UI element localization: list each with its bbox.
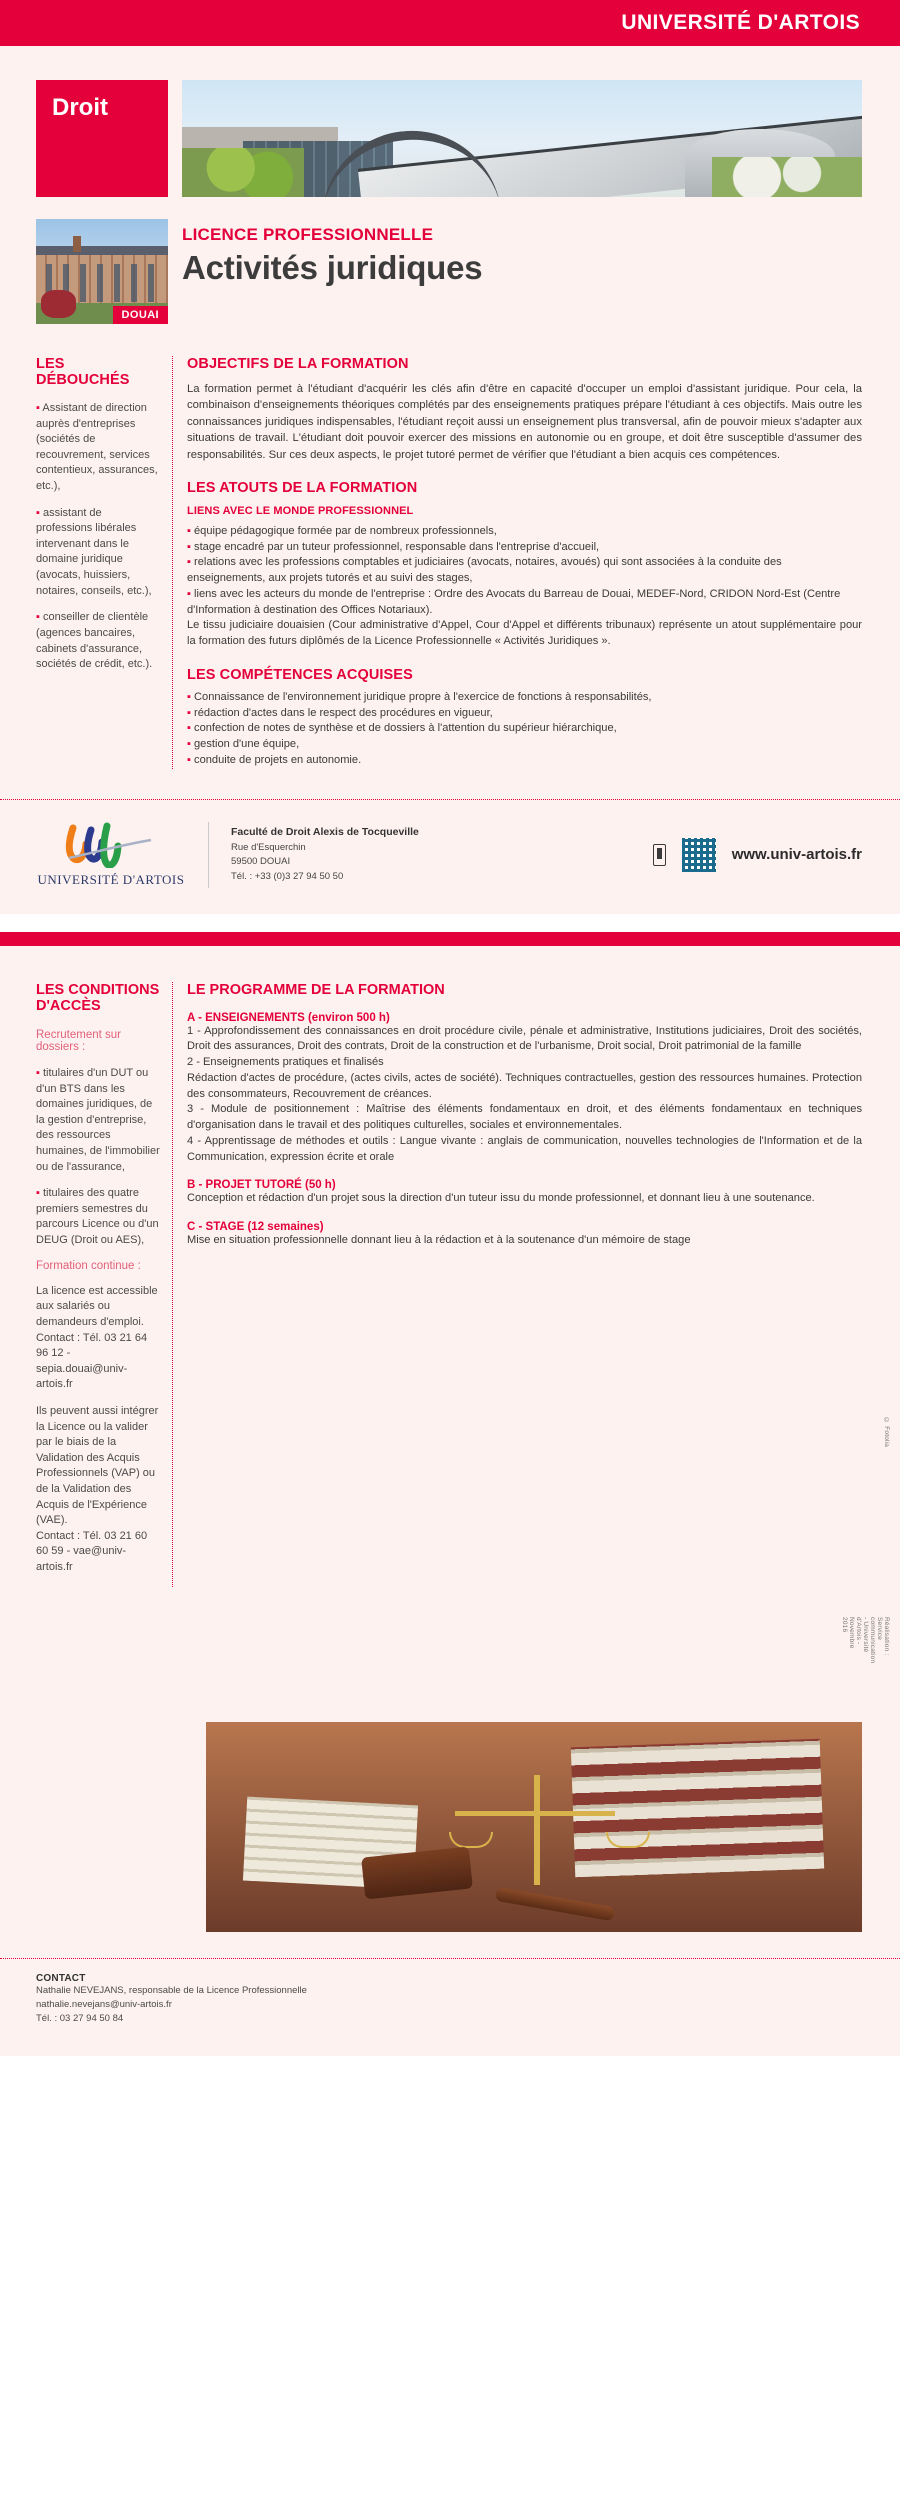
bullet-icon: ▪: [36, 506, 40, 519]
title-block: [182, 219, 482, 287]
discipline-badge: Droit: [36, 80, 168, 197]
faculty-street: Rue d'Esquerchin: [231, 842, 306, 854]
page-title: Activités juridiques: [182, 249, 483, 286]
campus-building-photo: [182, 80, 862, 197]
photo-red-shrub: [41, 290, 75, 317]
page-one-columns: [0, 324, 900, 769]
paragraph: 3 - Module de positionnement : Maîtrise des éléments fondamentaux en droit, et des éléments fondamentaux en techniques d'organisation dans le travail et des politiques culturelles, sociales et environnementales.: [187, 1103, 862, 1132]
contact-email[interactable]: nathalie.nevejans@univ-artois.fr: [36, 1998, 172, 2010]
list-item: [36, 610, 160, 672]
bullet-icon: ▪: [36, 402, 40, 414]
programme-section-c: [187, 1221, 862, 1249]
conditions-heading: [36, 982, 160, 1015]
column-divider: [172, 982, 173, 1587]
paragraph: 4 - Apprentissage de méthodes et outils : Langue vivante : anglais de communication, nouvelles technologies de l'Information et de la Communication, expression écrite et orale: [187, 1134, 862, 1163]
paragraph: Contact : Tél. 03 21 60 60 59 - vae@univ-artois.fr: [36, 1529, 148, 1574]
debouches-column: [36, 356, 172, 769]
photo-scales-post: [534, 1775, 540, 1885]
paragraph: Contact : Tél. 03 21 64 96 12 - sepia.douai@univ-artois.fr: [36, 1331, 148, 1391]
continuing-education-body: [36, 1284, 160, 1576]
logo-wordmark: UNIVERSITÉ D'ARTOIS: [37, 871, 185, 887]
page-one: [0, 0, 900, 914]
university-logo: [36, 822, 186, 888]
artois-logo-icon: [36, 822, 186, 868]
list-item-text: titulaires des quatre premiers semestres du parcours Licence ou d'un DEUG (Droit ou AES),: [36, 1187, 159, 1247]
bullet-icon: ▪: [36, 611, 40, 624]
section-title: C - STAGE (12 semaines): [187, 1221, 324, 1234]
photo-flowering-bush: [712, 157, 862, 197]
list-item: [36, 1186, 160, 1248]
title-row: [0, 197, 900, 324]
list-item-text: assistant de professions libérales intervenant dans le domaine juridique (avocats, huissiers, notaires, conseils, etc.),: [36, 506, 152, 597]
list-item: ▪ Connaissance de l'environnement juridique propre à l'exercice de fonctions à responsabilités,: [187, 690, 862, 706]
campus-label: DOUAI: [113, 306, 168, 324]
list-item: ▪ stage encadré par un tuteur professionnel, responsable dans l'entreprise d'accueil,: [187, 540, 862, 556]
page-two-columns: [0, 946, 900, 1587]
contact-name: Nathalie NEVEJANS, responsable de la Licence Professionnelle: [36, 1984, 307, 1996]
paragraph: 1 - Approfondissement des connaissances en droit procédure civile, pénale et administrative, Institutions judiciaires, Droit des sociétés, Droit des assurances, Droit des contrats, Droit de la construction et de l'urbanisme, Droit social, Droit patrimonial de la famille: [187, 1024, 862, 1053]
hero-row: [0, 46, 900, 197]
section-title: B - PROJET TUTORÉ (50 h): [187, 1179, 336, 1192]
page-two: [0, 946, 900, 2057]
mobile-phone-icon: [653, 844, 666, 866]
list-item-text: conseiller de clientèle (agences bancaires, cabinets d'assurance, sociétés de crédit, etc.).: [36, 611, 153, 671]
page-separator: [0, 914, 900, 932]
page-one-body: [0, 46, 900, 914]
atouts-block: [187, 480, 862, 650]
list-item-text: titulaires d'un DUT ou d'un BTS dans les domaines juridiques, de la gestion d'entreprise, des ressources humaines, de l'immobilier ou de l'assurance,: [36, 1066, 160, 1173]
programme-column: [187, 982, 862, 1587]
faculty-city: 59500 DOUAI: [231, 856, 291, 868]
page-two-red-strip: [0, 932, 900, 946]
contact-title: CONTACT: [36, 1972, 86, 1984]
footer-right-group: [653, 838, 862, 872]
atouts-bullets: [187, 524, 862, 619]
faculty-name: Faculté de Droit Alexis de Tocqueville: [231, 826, 419, 839]
faculty-address: [231, 825, 419, 884]
competences-block: [187, 667, 862, 769]
paragraph: 2 - Enseignements pratiques et finalisés: [187, 1056, 384, 1069]
debouches-list: [36, 401, 160, 673]
logo-svg: [51, 822, 171, 868]
column-divider: [172, 356, 173, 769]
paragraph: Mise en situation professionnelle donnant lieu à la rédaction et à la soutenance d'un mémoire de stage: [187, 1234, 691, 1247]
objectifs-paragraph: La formation permet à l'étudiant d'acquérir les clés afin d'être en capacité d'occuper un emploi d'assistant juridique. Pour cela, la combinaison d'enseignements théoriques complétés par des enseignements pratiques prépare l'étudiant à ces objectifs. Mais outre les connaissances juridiques indispensables, l'étudiant reçoit aussi un enseignement plus transversal, afin de pouvoir mieux s'adapter aux situations de travail. L'étudiant doit pouvoir exercer des missions en autonomie ou en groupe, et doit être susceptible d'assumer des responsabilités. Sur ces deux aspects, le projet tutoré permet de vérifier que l'étudiant a bien acquis ces compétences.: [187, 383, 862, 461]
programme-section-a: [187, 1012, 862, 1166]
paragraph: Ils peuvent aussi intégrer la Licence ou la valider par le biais de la Validation des Acquis Professionnels (VAP) ou de la Validation des Acquis de l'Expérience (VAE).: [36, 1404, 159, 1527]
page-one-main-column: [187, 356, 862, 769]
section-title: A - ENSEIGNEMENTS (environ 500 h): [187, 1011, 390, 1024]
website-link[interactable]: www.univ-artois.fr: [731, 846, 862, 864]
photo-book-stack-right: [571, 1738, 825, 1877]
atouts-heading: LES ATOUTS DE LA FORMATION: [187, 479, 418, 496]
list-item: ▪ conduite de projets en autonomie.: [187, 753, 862, 769]
continuing-education-label: Formation continue :: [36, 1259, 141, 1272]
list-item: [36, 506, 160, 600]
list-item: ▪ gestion d'une équipe,: [187, 737, 862, 753]
recruitment-label: Recrutement sur dossiers :: [36, 1028, 122, 1053]
paragraph: Rédaction d'actes de procédure, (actes civils, actes de société). Techniques contractuelles, gestion des ressources humaines. Protection des consommateurs, Recouvrement de créances.: [187, 1071, 862, 1100]
atouts-subheading: LIENS AVEC LE MONDE PROFESSIONNEL: [187, 504, 414, 517]
conditions-heading-line1: LES CONDITIONS: [36, 981, 160, 998]
faculty-phone: Tél. : +33 (0)3 27 94 50 50: [231, 870, 344, 882]
conditions-heading-line2: D'ACCÈS: [36, 998, 101, 1015]
bullet-icon: ▪: [36, 1066, 40, 1079]
top-red-band: [0, 0, 900, 46]
objectifs-heading: OBJECTIFS DE LA FORMATION: [187, 356, 409, 372]
list-item: ▪ rédaction d'actes dans le respect des procédures en vigueur,: [187, 706, 862, 722]
list-item: [36, 401, 160, 495]
photo-scales-beam: [455, 1811, 615, 1816]
list-item-text: Assistant de direction auprès d'entreprises (sociétés de recouvrement, services contentieux, assurances, etc.),: [36, 402, 158, 493]
photo-chimney: [73, 236, 81, 252]
university-title: UNIVERSITÉ D'ARTOIS: [621, 11, 860, 34]
contact-phone: Tél. : 03 27 94 50 84: [36, 2013, 124, 2025]
footer-divider: [208, 822, 209, 888]
bottom-contact-block: [0, 1958, 900, 2057]
debouches-heading: LES DÉBOUCHÉS: [36, 356, 130, 388]
photo-trees: [182, 148, 304, 197]
douai-campus-photo: [36, 219, 168, 324]
list-item: ▪ relations avec les professions comptables et judiciaires (avocats, notaires, avoués) qui sont associées à la conduite des enseignements, aux projets tutorés et au suivi des stages,: [187, 555, 862, 587]
page-one-footer: [0, 799, 900, 914]
bullet-icon: ▪: [36, 1187, 40, 1200]
list-item: [36, 1066, 160, 1175]
production-credit: Réalisation : Service communication - Université d'Artois - Novembre 2016: [841, 1616, 890, 1663]
programme-section-b: [187, 1179, 862, 1207]
competences-heading: LES COMPÉTENCES ACQUISES: [187, 666, 413, 683]
list-item: ▪ confection de notes de synthèse et de dossiers à l'attention du supérieur hiérarchique,: [187, 721, 862, 737]
competences-bullets: [187, 690, 862, 769]
law-books-gavel-photo: [206, 1722, 862, 1932]
atouts-closing: Le tissu judiciaire douaisien (Cour administrative d'Appel, Cour d'Appel et différents tribunaux) représente un atout supplémentaire pour la formation des futurs diplômés de la Licence Professionnelle « Activités Juridiques ».: [187, 619, 862, 648]
list-item: ▪ équipe pédagogique formée par de nombreux professionnels,: [187, 524, 862, 540]
programme-heading: LE PROGRAMME DE LA FORMATION: [187, 981, 445, 998]
paragraph: Conception et rédaction d'un projet sous la direction d'un tuteur issu du monde professionnel, et donnant lieu à une soutenance.: [187, 1192, 815, 1205]
degree-kicker: LICENCE PROFESSIONNELLE: [182, 225, 434, 244]
photo-credit: © Fotolia: [883, 1416, 890, 1447]
conditions-list: [36, 1066, 160, 1249]
list-item: ▪ liens avec les acteurs du monde de l'entreprise : Ordre des Avocats du Barreau de Douai, MEDEF-Nord, CRIDON Nord-Est (Centre d'Information à destination des Offices Notariaux).: [187, 587, 862, 619]
paragraph: La licence est accessible aux salariés ou demandeurs d'emploi.: [36, 1284, 158, 1328]
conditions-column: [36, 982, 172, 1587]
qr-code-icon[interactable]: [682, 838, 716, 872]
